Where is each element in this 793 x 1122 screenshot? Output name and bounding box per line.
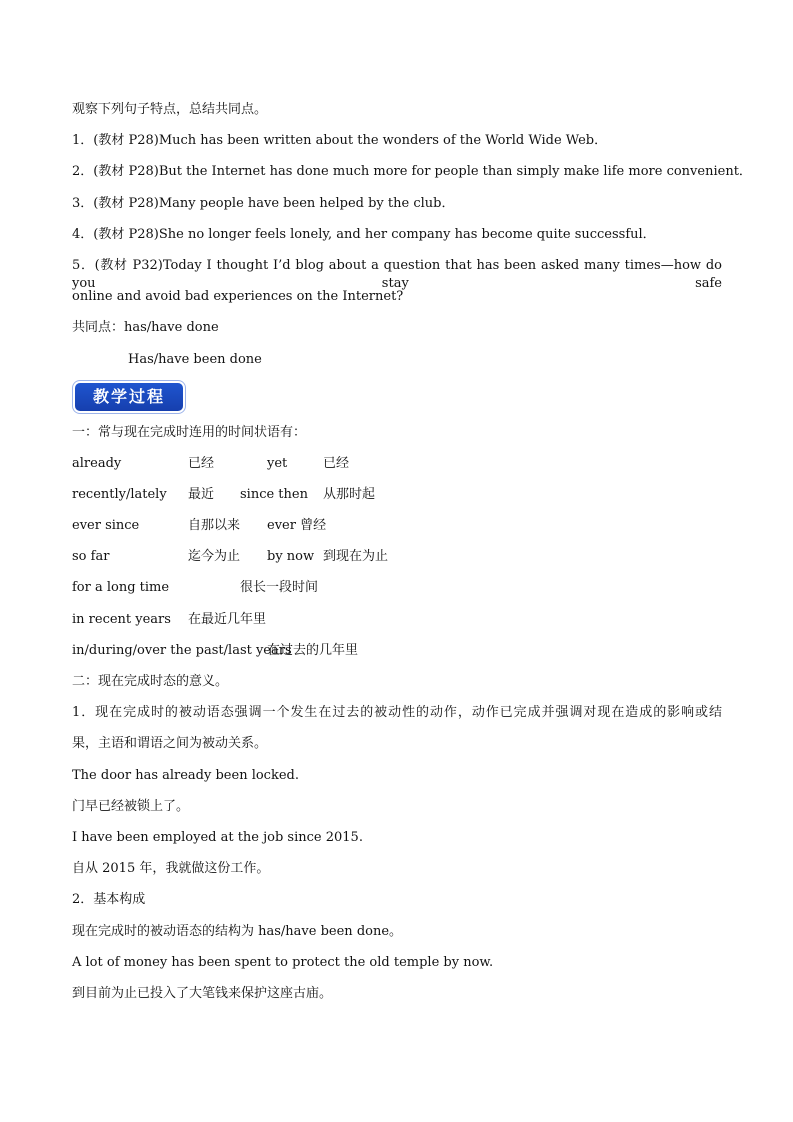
adverbial-zh: 自那以来 — [188, 518, 241, 533]
adverbial-en: for a long time — [72, 580, 170, 595]
adverbial-zh: 在过去的几年里 — [267, 643, 359, 658]
adverbial-zh: 很长一段时间 — [240, 580, 319, 595]
adverbial-en: yet — [267, 456, 288, 471]
adverbial-en: ever 曾经 — [267, 518, 327, 533]
adverbial-zh: 已经 — [188, 456, 215, 471]
section1-title: 一：常与现在完成时连用的时间状语有： — [72, 425, 307, 440]
common-point-second: Has/have been done — [128, 352, 262, 367]
structure-title: 2．基本构成 — [72, 892, 146, 907]
example-zh: 到目前为止已投入了大笔钱来保护这座古庙。 — [72, 986, 333, 1001]
common-point-label: 共同点：has/have done — [72, 320, 219, 335]
example-en: The door has already been locked. — [72, 768, 299, 783]
adverbial-zh: 到现在为止 — [323, 549, 389, 564]
adverbial-row — [0, 486, 793, 504]
adverbial-zh: 迄今为止 — [188, 549, 241, 564]
adverbial-row — [0, 611, 793, 629]
adverbial-row — [0, 642, 793, 660]
adverbial-zh: 从那时起 — [323, 487, 376, 502]
adverbial-zh: 最近 — [188, 487, 215, 502]
meaning-paragraph-line2: 果，主语和谓语之间为被动关系。 — [72, 736, 268, 751]
adverbial-en: so far — [72, 549, 110, 564]
example-en: I have been employed at the job since 2015. — [72, 830, 363, 845]
adverbial-row — [0, 455, 793, 473]
adverbial-row — [0, 579, 793, 597]
adverbial-en: since then — [240, 487, 308, 502]
adverbial-row — [0, 548, 793, 566]
example-sentence-5-line1: 5．(教材 P32)Today I thought I’d blog about a question that has been asked many times—how do you stay safe — [72, 258, 722, 291]
example-sentence-3: 3．(教材 P28)Many people have been helped by the club． — [72, 196, 455, 211]
example-zh: 自从 2015 年，我就做这份工作。 — [72, 861, 270, 876]
adverbial-en: recently/lately — [72, 487, 167, 502]
adverbial-zh: 在最近几年里 — [188, 612, 267, 627]
section2-title: 二：现在完成时态的意义。 — [72, 674, 229, 689]
adverbial-en: in recent years — [72, 612, 171, 627]
example-sentence-5-line2: online and avoid bad experiences on the Internet? — [72, 289, 404, 304]
example-sentence-1: 1．(教材 P28)Much has been written about the wonders of the World Wide Web． — [72, 133, 608, 148]
intro-text: 观察下列句子特点，总结共同点。 — [72, 102, 268, 117]
adverbial-zh: 已经 — [323, 456, 350, 471]
adverbial-en: in/during/over the past/last years — [72, 643, 292, 658]
section-banner: 教学过程 — [75, 383, 183, 411]
example-zh: 门早已经被锁上了。 — [72, 799, 190, 814]
example-sentence-4: 4．(教材 P28)She no longer feels lonely, and her company has become quite successful． — [72, 227, 656, 242]
adverbial-en: already — [72, 456, 122, 471]
meaning-paragraph-line1: 1．现在完成时的被动语态强调一个发生在过去的被动性的动作，动作已完成并强调对现在造成的影响或结 — [72, 705, 722, 720]
adverbial-row — [0, 517, 793, 535]
example-en: A lot of money has been spent to protect the old temple by now. — [72, 955, 494, 970]
adverbial-en: ever since — [72, 518, 140, 533]
adverbial-en: by now — [267, 549, 315, 564]
structure-text: 现在完成时的被动语态的结构为 has/have been done。 — [72, 924, 403, 939]
example-sentence-2: 2．(教材 P28)But the Internet has done much more for people than simply make life more convenient． — [72, 164, 752, 179]
